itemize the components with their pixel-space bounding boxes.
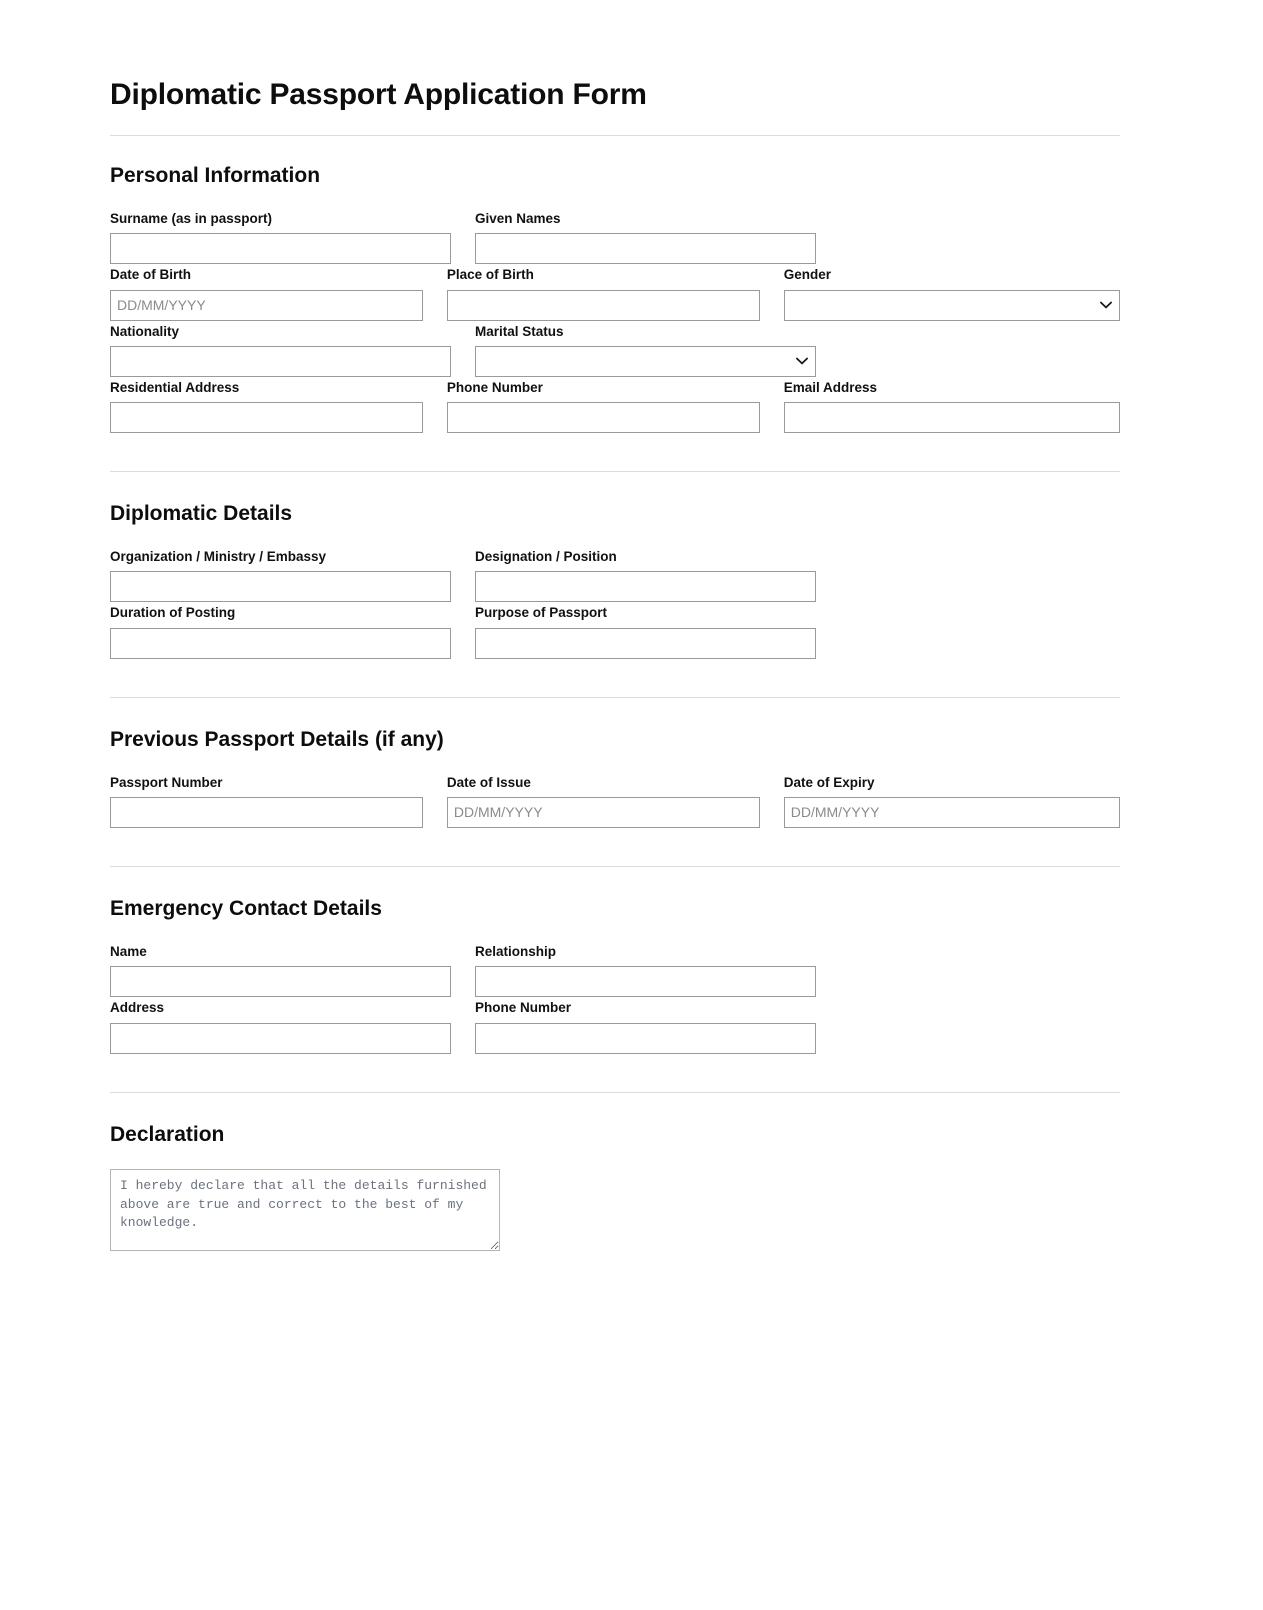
label-given-names: Given Names bbox=[475, 211, 561, 227]
field-row-names bbox=[110, 210, 1120, 266]
section-divider-declaration bbox=[110, 1092, 1120, 1093]
field-designation bbox=[475, 548, 840, 602]
label-emergency-relationship: Relationship bbox=[475, 944, 557, 960]
nationality-input[interactable] bbox=[110, 346, 451, 377]
gender-select-wrapper bbox=[784, 290, 1120, 321]
emergency-name-input[interactable] bbox=[110, 966, 451, 997]
purpose-of-passport-input[interactable] bbox=[475, 628, 816, 659]
residential-address-input[interactable] bbox=[110, 402, 423, 433]
section-diplomatic-details bbox=[110, 502, 1120, 661]
section-heading-previous-passport: Previous Passport Details (if any) bbox=[110, 727, 444, 751]
organization-input[interactable] bbox=[110, 571, 451, 602]
label-passport-number: Passport Number bbox=[110, 774, 223, 790]
field-date-of-birth bbox=[110, 266, 447, 320]
label-designation: Designation / Position bbox=[475, 549, 617, 565]
field-row-birth-gender bbox=[110, 266, 1120, 322]
duration-of-posting-input[interactable] bbox=[110, 628, 451, 659]
page-title: Diplomatic Passport Application Form bbox=[110, 78, 647, 111]
label-date-of-issue: Date of Issue bbox=[446, 774, 531, 790]
field-emergency-name bbox=[110, 943, 475, 997]
section-declaration bbox=[110, 1123, 1120, 1256]
marital-status-select[interactable] bbox=[475, 346, 816, 377]
gender-select[interactable] bbox=[784, 290, 1120, 321]
date-of-issue-input[interactable] bbox=[447, 797, 760, 828]
section-divider-previous-passport bbox=[110, 697, 1120, 698]
declaration-textarea[interactable] bbox=[110, 1169, 500, 1251]
label-emergency-name: Name bbox=[110, 944, 147, 960]
phone-number-input[interactable] bbox=[447, 402, 760, 433]
label-purpose-of-passport: Purpose of Passport bbox=[475, 605, 608, 621]
section-divider-diplomatic bbox=[110, 471, 1120, 472]
field-duration-of-posting bbox=[110, 604, 475, 658]
emergency-phone-number-input[interactable] bbox=[475, 1023, 816, 1054]
email-address-input[interactable] bbox=[784, 402, 1120, 433]
label-date-of-birth: Date of Birth bbox=[110, 267, 191, 283]
marital-status-select-wrapper bbox=[475, 346, 816, 377]
field-emergency-relationship bbox=[475, 943, 840, 997]
field-row-contact bbox=[110, 379, 1120, 435]
label-place-of-birth: Place of Birth bbox=[446, 267, 534, 283]
field-row-emergency-address bbox=[110, 999, 1120, 1055]
field-row-previous-passport bbox=[110, 774, 1120, 830]
section-emergency-contact-details bbox=[110, 897, 1120, 1056]
surname-input[interactable] bbox=[110, 233, 451, 264]
passport-number-input[interactable] bbox=[110, 797, 423, 828]
field-gender bbox=[784, 266, 1120, 320]
field-date-of-issue bbox=[447, 774, 784, 828]
date-of-expiry-input[interactable] bbox=[784, 797, 1120, 828]
field-row-organization bbox=[110, 548, 1120, 604]
section-heading-diplomatic: Diplomatic Details bbox=[110, 502, 293, 526]
field-surname bbox=[110, 210, 475, 264]
field-date-of-expiry bbox=[784, 774, 1120, 828]
field-marital-status bbox=[475, 323, 840, 377]
field-row-nationality-marital bbox=[110, 323, 1120, 379]
section-heading-emergency: Emergency Contact Details bbox=[110, 896, 382, 920]
date-of-birth-input[interactable] bbox=[110, 290, 423, 321]
label-emergency-address: Address bbox=[110, 1000, 165, 1016]
field-place-of-birth bbox=[447, 266, 784, 320]
field-emergency-phone-number bbox=[475, 999, 840, 1053]
label-emergency-phone-number: Phone Number bbox=[475, 1000, 572, 1016]
field-email-address bbox=[784, 379, 1120, 433]
label-phone-number: Phone Number bbox=[446, 379, 543, 395]
section-personal-information bbox=[110, 164, 1120, 435]
field-phone-number bbox=[447, 379, 784, 433]
section-divider-emergency bbox=[110, 866, 1120, 867]
section-previous-passport-details bbox=[110, 728, 1120, 830]
field-given-names bbox=[475, 210, 840, 264]
field-purpose-of-passport bbox=[475, 604, 840, 658]
label-email-address: Email Address bbox=[783, 379, 878, 395]
field-row-emergency-name bbox=[110, 943, 1120, 999]
given-names-input[interactable] bbox=[475, 233, 816, 264]
label-nationality: Nationality bbox=[110, 323, 180, 339]
section-heading-personal: Personal Information bbox=[110, 164, 321, 187]
designation-input[interactable] bbox=[475, 571, 816, 602]
section-heading-declaration: Declaration bbox=[110, 1122, 225, 1146]
field-row-posting bbox=[110, 604, 1120, 660]
label-gender: Gender bbox=[783, 267, 832, 283]
field-nationality bbox=[110, 323, 475, 377]
label-residential-address: Residential Address bbox=[110, 379, 240, 395]
label-organization: Organization / Ministry / Embassy bbox=[110, 549, 327, 565]
field-residential-address bbox=[110, 379, 447, 433]
label-surname: Surname (as in passport) bbox=[110, 211, 273, 227]
place-of-birth-input[interactable] bbox=[447, 290, 760, 321]
emergency-relationship-input[interactable] bbox=[475, 966, 816, 997]
field-organization bbox=[110, 548, 475, 602]
title-divider bbox=[110, 135, 1120, 136]
label-duration-of-posting: Duration of Posting bbox=[110, 605, 236, 621]
label-marital-status: Marital Status bbox=[475, 323, 564, 339]
label-date-of-expiry: Date of Expiry bbox=[783, 774, 875, 790]
emergency-address-input[interactable] bbox=[110, 1023, 451, 1054]
field-emergency-address bbox=[110, 999, 475, 1053]
field-passport-number bbox=[110, 774, 447, 828]
